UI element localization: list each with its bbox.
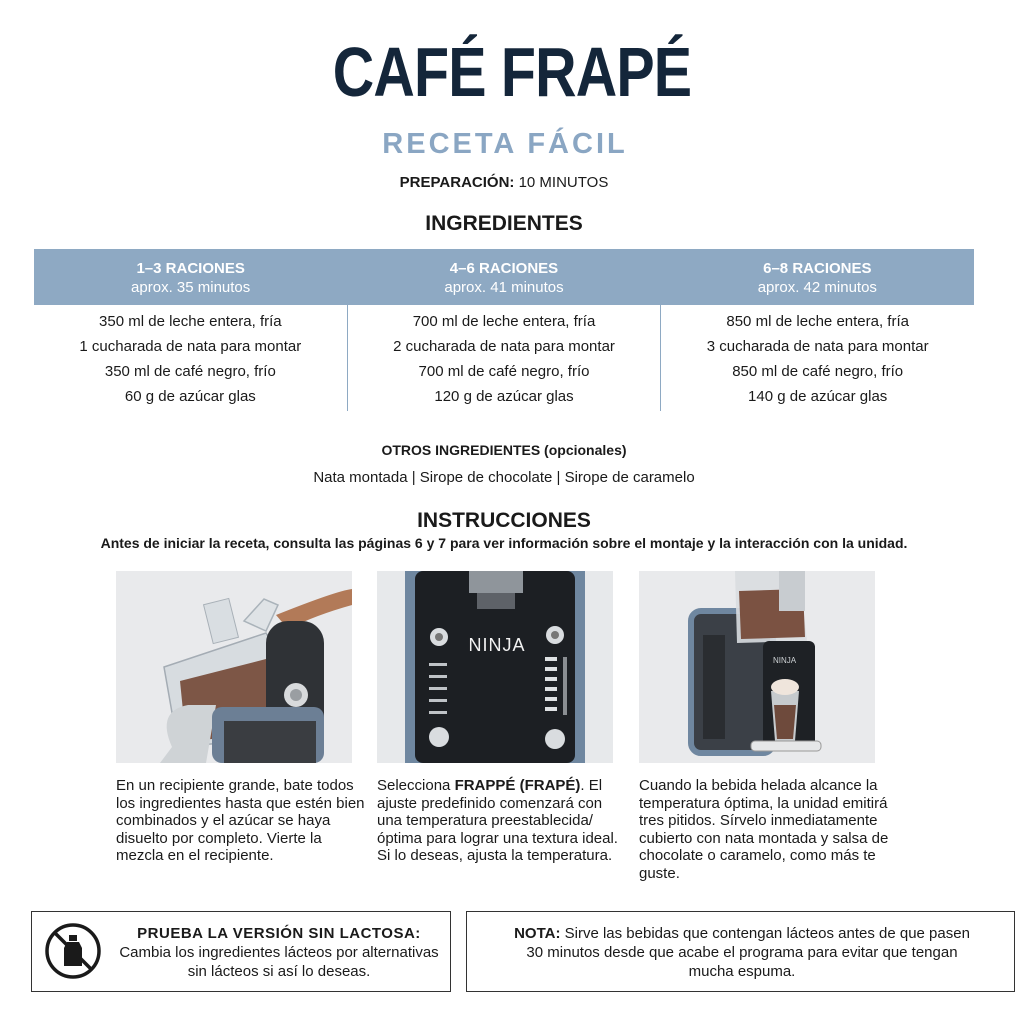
ingredient-item: 700 ml de café negro, frío [418,363,590,380]
ingredients-list-1 [34,305,347,411]
prep-time [0,173,1008,193]
step-1-photo [116,571,352,763]
ingredient-item: 700 ml de leche entera, fría [412,313,596,330]
ingredient-item: 60 g de azúcar glas [124,388,256,405]
ingredient-item: 850 ml de café negro, frío [732,363,904,380]
servings-time: aprox. 41 minutos [444,279,564,296]
servings-col-2 [347,249,660,305]
step-2-body: . El ajuste predefinido comenzará con una temperatura preestablecida/ óptima para lograr una textura ideal. Si lo deseas, ajusta la temperatura. [377,777,618,864]
servings-time: aprox. 35 minutos [131,279,251,296]
ingredients-table-body [34,305,974,411]
ingredients-list-2 [347,305,661,411]
recipe-subtitle: RECETA FÁCIL [382,128,628,160]
no-milk-icon [44,922,102,980]
ingredient-item: 350 ml de leche entera, fría [99,313,282,330]
note-text: Sirve las bebidas que contengan lácteos antes de que pasen 30 minutos desde que acabe el programa para evitar que tengan mucha espuma. [526,925,970,980]
ingredients-table-header [34,249,974,305]
prep-value: 10 MINUTOS [518,174,609,191]
step-2-program: FRAPPÉ (FRAPÉ) [454,777,581,794]
ingredient-item: 1 cucharada de nata para montar [79,338,302,355]
instructions-warning: Antes de iniciar la receta, consulta las páginas 6 y 7 para ver información sobre el montaje y la interacción con la unidad. [100,535,908,551]
ninja-logo-small: NINJA [773,656,797,665]
servings-title: 6–8 RACIONES [763,260,872,277]
ingredients-heading: INGREDIENTES [425,212,583,235]
lactose-free-title: PRUEBA LA VERSIÓN SIN LACTOSA: [137,925,421,942]
servings-col-3 [661,249,974,305]
step-3-text: Cuando la bebida helada alcance la temperatura óptima, la unidad emitirá tres pitidos. Sírvelo inmediatamente cubierto con nata montada y salsa de chocolate o caramelo, como más te guste. [639,777,889,882]
ingredient-item: 850 ml de leche entera, fría [726,313,909,330]
lactose-free-text: Cambia los ingredientes lácteos por alternativas sin lácteos si así lo deseas. [119,944,439,980]
servings-title: 1–3 RACIONES [136,260,245,277]
ninja-logo: NINJA [468,635,526,655]
step-2-text [377,777,627,865]
step-2-prefix: Selecciona [377,777,455,794]
note-content [507,924,977,981]
servings-title: 4–6 RACIONES [449,260,559,277]
instructions-heading: INSTRUCCIONES [417,509,591,532]
ingredients-list-3 [660,305,974,411]
ingredient-item: 2 cucharada de nata para montar [393,338,615,355]
lactose-free-content [114,924,444,981]
ingredient-item: 3 cucharada de nata para montar [706,338,929,355]
optional-ingredients-heading: OTROS INGREDIENTES (opcionales) [381,442,627,458]
lactose-free-box [31,911,451,992]
prep-label: PREPARACIÓN: [399,174,515,191]
servings-time: aprox. 42 minutos [757,279,877,296]
ingredient-item: 120 g de azúcar glas [434,388,574,405]
note-box [466,911,1015,992]
servings-col-1 [34,249,347,305]
step-3-photo [639,571,875,763]
optional-ingredients-list: Nata montada | Sirope de chocolate | Sirope de caramelo [313,469,695,486]
recipe-title: CAFÉ FRAPÉ [332,33,692,111]
step-2-photo [377,571,613,763]
note-label: NOTA: [514,925,561,942]
step-1-text: En un recipiente grande, bate todos los ingredientes hasta que estén bien combinados y el azúcar se haya disuelto por completo. Vierte la mezcla en el recipiente. [116,777,365,864]
ingredient-item: 350 ml de café negro, frío [104,363,276,380]
ingredient-item: 140 g de azúcar glas [748,388,888,405]
